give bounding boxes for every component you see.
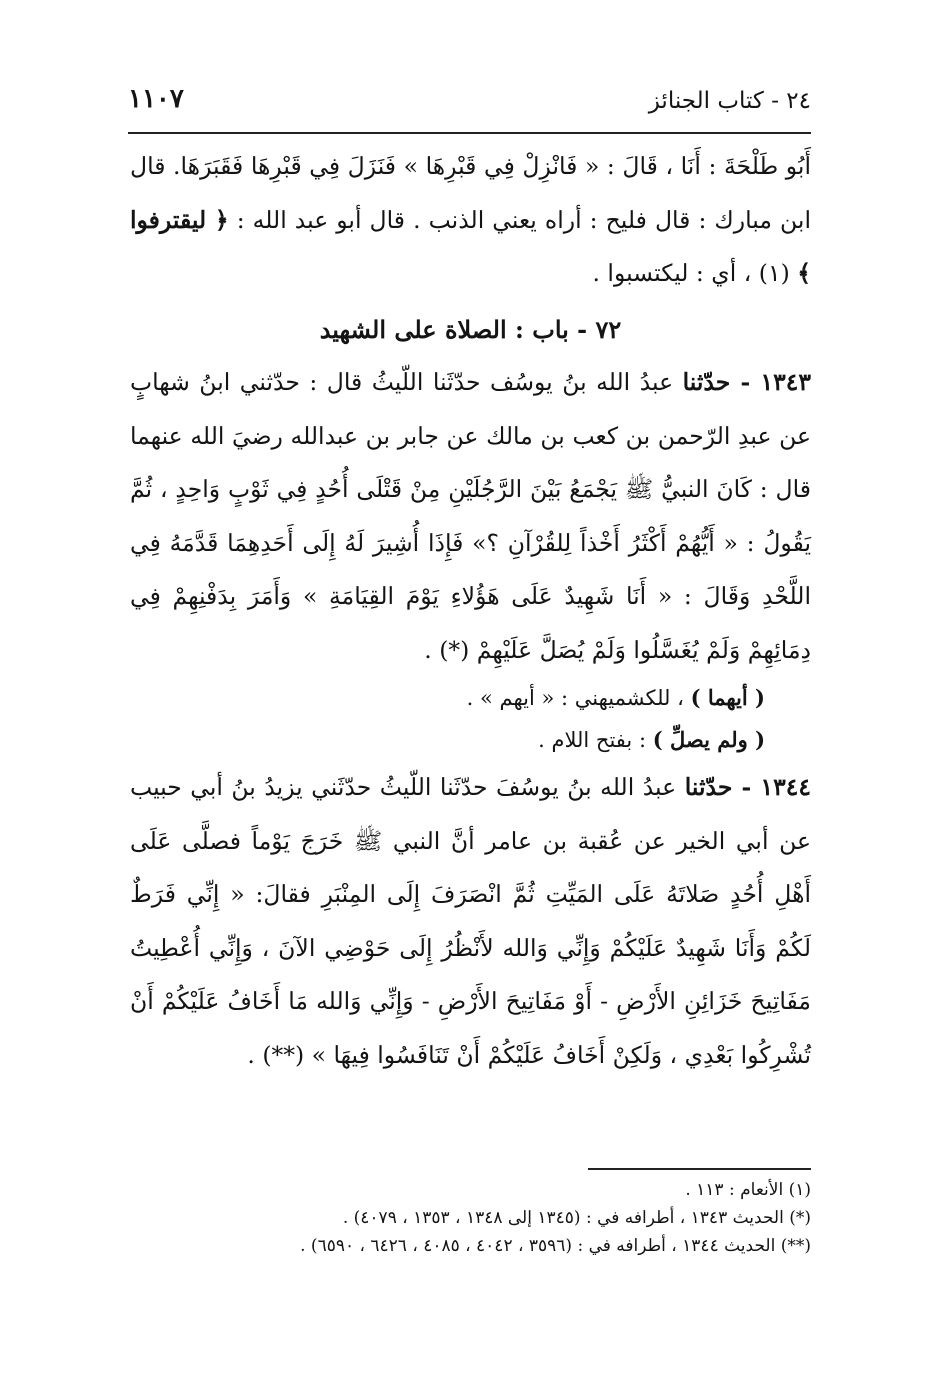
carryover-tail: (١) ، أي : ليكتسبوا . [592,259,790,287]
header-rule [128,132,811,134]
hadith-1344 [130,761,811,1082]
hadith-1343-number: ١٣٤٣ - حدّثنا [682,368,811,396]
footnote-3: (**) الحديث ١٣٤٤ ، أطرافه في : (٣٥٩٦ ، ٤٠٤٢ ، ٤٠٨٥ ، ٦٤٢٦ ، ٦٥٩٠) . [300,1236,811,1256]
note-ayyuhuma [130,677,765,719]
hadith-1343-text: عبدُ الله بنُ يوسُف حدّثَنا اللّيثُ قال : حدّثني ابنُ شهابٍ عن عبدِ الرّحمن بن كعب بن مالك عن جابر بن عبدالله رضيَ الله عنهما قال : كَانَ النبيُّ ﷺ يَجْمَعُ بَيْنَ الرَّجُلَيْنِ مِنْ قَتْلَى أُحُدٍ فِي ثَوْبٍ وَاحِدٍ ، ثُمَّ يَقُولُ : « أَيُّهُمْ أَكْثَرُ أَخْذاً لِلقُرْآنِ ؟» فَإِذَا أُشِيرَ لَهُ إِلَى أَحَدِهِمَا قَدَّمَهُ فِي اللَّحْدِ وَقَالَ : « أَنَا شَهِيدٌ عَلَى هَؤُلاءِ يَوْمَ القِيَامَةِ » وَأَمَرَ بِدَفْنِهِمْ فِي دِمَائِهِمْ وَلَمْ يُغَسَّلُوا وَلَمْ يُصَلَّ عَلَيْهِمْ (*) . [130,368,811,664]
note-text: ، للكشميهني : « أيهم » . [466,686,684,710]
hadith-1344-text: عبدُ الله بنُ يوسُفَ حدّثَنا اللّيثُ حدّثَني يزيدُ بنُ أبي حبيب عن أبي الخير عن عُقبة بن عامر أنَّ النبي ﷺ خَرَجَ يَوْماً فصلَّى عَلَى أَهْلِ أُحُدٍ صَلاتَهُ عَلَى المَيِّتِ ثُمَّ انْصَرَفَ إِلَى المِنْبَرِ فقالَ: « إِنِّي فَرَطٌ لَكُمْ وَأَنَا شَهِيدٌ عَلَيْكُمْ وَإِنِّي وَالله لأَنْظُرُ إِلَى حَوْضِي الآنَ ، وَإِنِّي أُعْطِيتُ مَفَاتِيحَ خَزَائِنِ الأَرْضِ - أَوْ مَفَاتِيحَ الأَرْضِ - وَإِنِّي وَالله مَا أَخَافُ عَلَيْكُمْ أَنْ تُشْرِكُوا بَعْدِي ، وَلَكِنْ أَخَافُ عَلَيْكُمْ أَنْ تَنَافَسُوا فِيهَا » (**) . [130,773,811,1069]
note-lam-yusalli [130,719,765,761]
footnote-1: (١) الأنعام : ١١٣ . [685,1180,811,1200]
note-term: ( ولم يصلِّ ) [652,727,765,752]
note-text: : بفتح اللام . [538,728,647,752]
footnote-rule [588,1168,811,1170]
carryover-text: أَبُو طَلْحَةَ : أَنَا ، قَالَ : « فَانْزِلْ فِي قَبْرِهَا » فَنَزَلَ فِي قَبْرِهَا فَقَبَرَهَا. قال ابن مبارك : قال فليح : أراه يعني الذنب . قال أبو عبد الله : [130,152,811,234]
section-heading: ٧٢ - باب : الصلاة على الشهيد [319,314,622,344]
note-term: ( أيهما ) [690,685,765,710]
main-text [130,140,811,1082]
hadith-1344-number: ١٣٤٤ - حدّثنا [684,773,811,801]
footnote-2: (*) الحديث ١٣٤٣ ، أطرافه في : (١٣٤٥ إلى ١٣٤٨ ، ١٣٥٣ ، ٤٠٧٩) . [342,1208,811,1228]
footnotes [130,1176,811,1260]
page-number: ١١٠٧ [128,84,184,114]
quran-quote: ﴿ ليقترفوا ﴾ [130,205,811,287]
carryover-paragraph [130,140,811,301]
chapter-title: ٢٤ - كتاب الجنائز [648,88,811,114]
page-header [128,84,811,128]
hadith-1343 [130,356,811,677]
